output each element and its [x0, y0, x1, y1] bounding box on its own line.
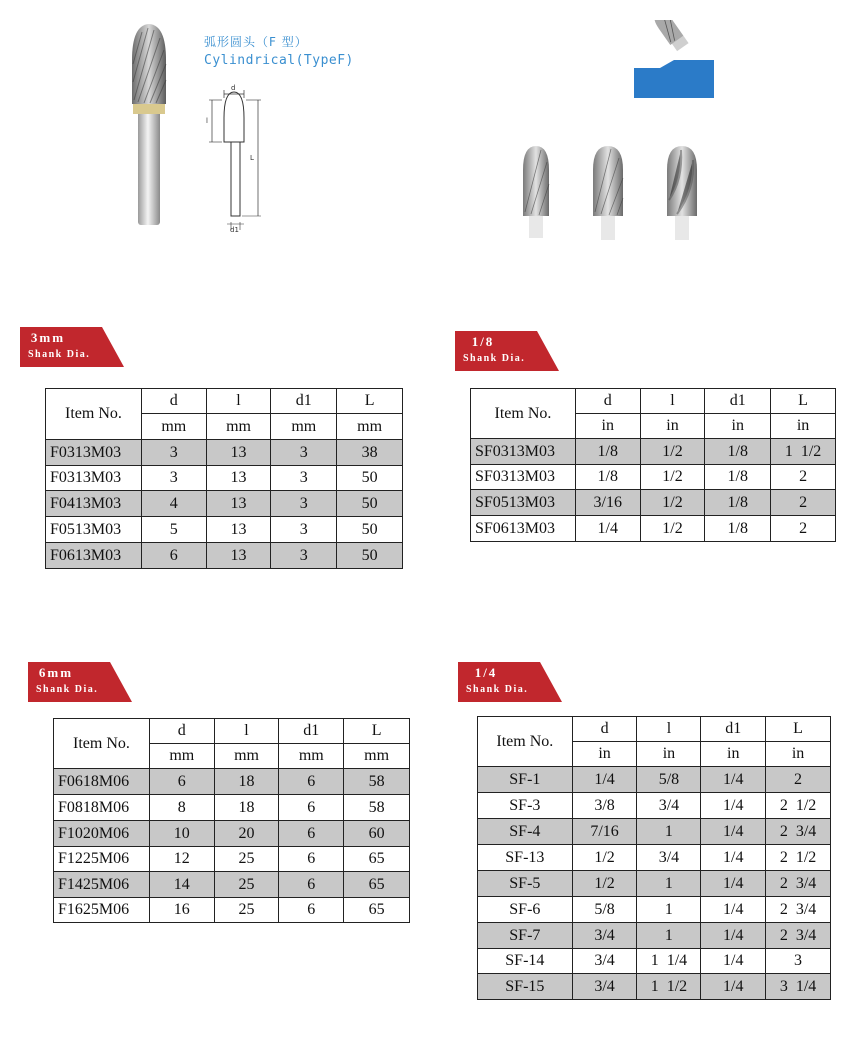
title-english: Cylindrical(TypeF) — [204, 53, 354, 68]
unit-d: mm — [141, 414, 206, 440]
item-no: F0818M06 — [54, 795, 150, 821]
table-row — [478, 923, 831, 949]
value-d1: 1/4 — [701, 949, 766, 974]
table-row — [46, 517, 403, 543]
value-L: 50 — [337, 491, 403, 517]
value-l: 1 1/2 — [637, 974, 701, 1000]
item-no: SF-5 — [478, 871, 573, 897]
value-d: 1/8 — [575, 439, 640, 465]
value-d: 3/16 — [575, 490, 640, 516]
value-l: 25 — [214, 898, 279, 923]
table-row — [54, 821, 410, 847]
value-d1: 1/4 — [701, 897, 766, 923]
value-L: 50 — [337, 466, 403, 491]
burr-photo — [120, 20, 190, 235]
value-L: 58 — [344, 795, 410, 821]
table-row — [54, 898, 410, 923]
value-L: 2 3/4 — [766, 923, 831, 949]
table-row — [471, 516, 836, 542]
value-d: 16 — [149, 898, 214, 923]
value-l: 1/2 — [640, 490, 705, 516]
value-d1: 1/4 — [701, 871, 766, 897]
unit-L: in — [771, 414, 836, 439]
value-L: 60 — [344, 821, 410, 847]
unit-d1: in — [705, 414, 771, 439]
value-l: 25 — [214, 872, 279, 898]
spec-table-1-8 — [470, 388, 836, 542]
value-d: 14 — [149, 872, 214, 898]
badge-shank-size: 1/4 — [474, 665, 498, 680]
value-L: 50 — [337, 517, 403, 543]
value-l: 20 — [214, 821, 279, 847]
value-d: 3/4 — [572, 949, 637, 974]
item-no: SF0313M03 — [471, 439, 576, 465]
value-L: 2 — [766, 767, 831, 793]
table-row — [54, 872, 410, 898]
value-d: 5/8 — [572, 897, 637, 923]
value-L: 1 1/2 — [771, 439, 836, 465]
header-d1: d1 — [279, 719, 344, 744]
badge-shank-label: Shank Dia. — [466, 684, 529, 695]
table-row — [54, 795, 410, 821]
value-l: 1 1/4 — [637, 949, 701, 974]
value-L: 38 — [337, 440, 403, 466]
header-l: l — [214, 719, 279, 744]
value-L: 2 3/4 — [766, 819, 831, 845]
value-l: 3/4 — [637, 845, 701, 871]
value-L: 50 — [337, 543, 403, 569]
value-d1: 6 — [279, 872, 344, 898]
table-row — [46, 491, 403, 517]
header-d: d — [149, 719, 214, 744]
header-d: d — [572, 717, 637, 742]
value-d1: 3 — [271, 466, 337, 491]
value-l: 1 — [637, 819, 701, 845]
table-row — [478, 767, 831, 793]
item-no: F0618M06 — [54, 769, 150, 795]
unit-d1: mm — [271, 414, 337, 440]
item-no: SF-13 — [478, 845, 573, 871]
value-d1: 3 — [271, 440, 337, 466]
value-d1: 1/4 — [701, 923, 766, 949]
unit-d: in — [572, 742, 637, 767]
table-row — [478, 949, 831, 974]
value-d: 3/4 — [572, 974, 637, 1000]
item-no: F1020M06 — [54, 821, 150, 847]
badge-shank-label: Shank Dia. — [36, 684, 99, 695]
value-d1: 1/8 — [705, 465, 771, 490]
unit-d: in — [575, 414, 640, 439]
value-L: 2 3/4 — [766, 897, 831, 923]
value-l: 13 — [206, 543, 271, 569]
value-L: 2 3/4 — [766, 871, 831, 897]
header-L: L — [771, 389, 836, 414]
value-d1: 6 — [279, 769, 344, 795]
table-row — [46, 543, 403, 569]
header-d: d — [575, 389, 640, 414]
value-d: 3 — [141, 466, 206, 491]
unit-L: mm — [344, 744, 410, 769]
header-L: L — [337, 389, 403, 414]
item-no: SF-7 — [478, 923, 573, 949]
item-no: F0413M03 — [46, 491, 142, 517]
value-l: 18 — [214, 769, 279, 795]
value-d1: 1/4 — [701, 845, 766, 871]
spec-table-6mm — [53, 718, 410, 923]
value-l: 1 — [637, 923, 701, 949]
value-l: 1/2 — [640, 439, 705, 465]
badge-1-4 — [458, 662, 568, 702]
badge-shank-label: Shank Dia. — [28, 349, 91, 360]
item-no: F0513M03 — [46, 517, 142, 543]
dim-label-L: L — [250, 154, 254, 162]
dim-label-d1: d1 — [230, 226, 239, 234]
item-no: F1425M06 — [54, 872, 150, 898]
value-l: 1/2 — [640, 516, 705, 542]
value-l: 13 — [206, 440, 271, 466]
unit-d1: mm — [279, 744, 344, 769]
item-no: SF0613M03 — [471, 516, 576, 542]
value-l: 1 — [637, 897, 701, 923]
table-row — [46, 466, 403, 491]
item-no: SF-14 — [478, 949, 573, 974]
unit-d: mm — [149, 744, 214, 769]
value-d: 6 — [149, 769, 214, 795]
item-no: F1225M06 — [54, 847, 150, 872]
header-item-no: Item No. — [54, 719, 150, 769]
badge-shank-label: Shank Dia. — [463, 353, 526, 364]
item-no: F0313M03 — [46, 440, 142, 466]
unit-L: mm — [337, 414, 403, 440]
header-l: l — [640, 389, 705, 414]
value-d1: 6 — [279, 847, 344, 872]
unit-l: mm — [214, 744, 279, 769]
dimension-diagram — [200, 80, 270, 235]
header-L: L — [766, 717, 831, 742]
value-d1: 3 — [271, 517, 337, 543]
item-no: SF-6 — [478, 897, 573, 923]
value-L: 3 — [766, 949, 831, 974]
value-L: 65 — [344, 872, 410, 898]
value-l: 1 — [637, 871, 701, 897]
item-no: F0313M03 — [46, 466, 142, 491]
item-no: SF-3 — [478, 793, 573, 819]
unit-d1: in — [701, 742, 766, 767]
table-row — [478, 845, 831, 871]
item-no: SF-15 — [478, 974, 573, 1000]
value-d: 1/2 — [572, 845, 637, 871]
header-d1: d1 — [271, 389, 337, 414]
item-no: F0613M03 — [46, 543, 142, 569]
value-L: 2 — [771, 516, 836, 542]
unit-l: in — [637, 742, 701, 767]
header-l: l — [206, 389, 271, 414]
value-d1: 3 — [271, 491, 337, 517]
value-L: 2 — [771, 465, 836, 490]
table-row — [478, 871, 831, 897]
table-row — [478, 897, 831, 923]
value-L: 2 1/2 — [766, 793, 831, 819]
burr-heads-photo — [515, 140, 705, 245]
table-row — [478, 974, 831, 1000]
item-no: SF0313M03 — [471, 465, 576, 490]
value-d: 6 — [141, 543, 206, 569]
item-no: SF0513M03 — [471, 490, 576, 516]
value-d: 8 — [149, 795, 214, 821]
value-d: 4 — [141, 491, 206, 517]
header-d: d — [141, 389, 206, 414]
badge-1-8 — [455, 331, 565, 371]
value-l: 13 — [206, 466, 271, 491]
value-L: 3 1/4 — [766, 974, 831, 1000]
table-row — [471, 465, 836, 490]
value-d: 1/8 — [575, 465, 640, 490]
header-d1: d1 — [705, 389, 771, 414]
badge-shank-size: 6mm — [38, 665, 74, 680]
value-d1: 1/4 — [701, 819, 766, 845]
value-d1: 6 — [279, 795, 344, 821]
unit-l: mm — [206, 414, 271, 440]
value-d1: 6 — [279, 821, 344, 847]
value-d1: 1/4 — [701, 974, 766, 1000]
value-l: 13 — [206, 491, 271, 517]
value-d1: 1/8 — [705, 516, 771, 542]
value-l: 18 — [214, 795, 279, 821]
title-chinese: 弧形圆头（F 型） — [204, 35, 308, 49]
header-item-no: Item No. — [471, 389, 576, 439]
value-l: 5/8 — [637, 767, 701, 793]
value-l: 13 — [206, 517, 271, 543]
value-L: 2 — [771, 490, 836, 516]
value-d1: 1/8 — [705, 439, 771, 465]
header-d1: d1 — [701, 717, 766, 742]
header-l: l — [637, 717, 701, 742]
value-d1: 1/8 — [705, 490, 771, 516]
header-item-no: Item No. — [478, 717, 573, 767]
header-L: L — [344, 719, 410, 744]
value-L: 2 1/2 — [766, 845, 831, 871]
value-d: 10 — [149, 821, 214, 847]
value-d1: 1/4 — [701, 793, 766, 819]
value-l: 25 — [214, 847, 279, 872]
item-no: F1625M06 — [54, 898, 150, 923]
badge-6mm — [28, 662, 138, 702]
value-d1: 1/4 — [701, 767, 766, 793]
table-row — [478, 819, 831, 845]
value-d: 1/2 — [572, 871, 637, 897]
value-d: 3 — [141, 440, 206, 466]
value-L: 65 — [344, 847, 410, 872]
badge-shank-size: 1/8 — [471, 334, 495, 349]
value-L: 65 — [344, 898, 410, 923]
value-d: 3/8 — [572, 793, 637, 819]
workpiece-photo — [630, 20, 720, 102]
spec-table-3mm — [45, 388, 403, 569]
table-row — [46, 440, 403, 466]
value-d1: 6 — [279, 898, 344, 923]
table-row — [471, 439, 836, 465]
value-d1: 3 — [271, 543, 337, 569]
value-l: 3/4 — [637, 793, 701, 819]
table-row — [478, 793, 831, 819]
table-row — [54, 769, 410, 795]
value-d: 3/4 — [572, 923, 637, 949]
dim-label-l: l — [206, 117, 208, 125]
value-d: 7/16 — [572, 819, 637, 845]
dim-label-d: d — [231, 84, 236, 92]
table-row — [471, 490, 836, 516]
table-row — [54, 847, 410, 872]
unit-L: in — [766, 742, 831, 767]
spec-table-1-4 — [477, 716, 831, 1000]
badge-3mm — [20, 327, 130, 367]
header-item-no: Item No. — [46, 389, 142, 440]
value-L: 58 — [344, 769, 410, 795]
item-no: SF-4 — [478, 819, 573, 845]
value-d: 1/4 — [575, 516, 640, 542]
badge-shank-size: 3mm — [30, 330, 66, 345]
value-d: 12 — [149, 847, 214, 872]
value-l: 1/2 — [640, 465, 705, 490]
unit-l: in — [640, 414, 705, 439]
item-no: SF-1 — [478, 767, 573, 793]
value-d: 5 — [141, 517, 206, 543]
value-d: 1/4 — [572, 767, 637, 793]
